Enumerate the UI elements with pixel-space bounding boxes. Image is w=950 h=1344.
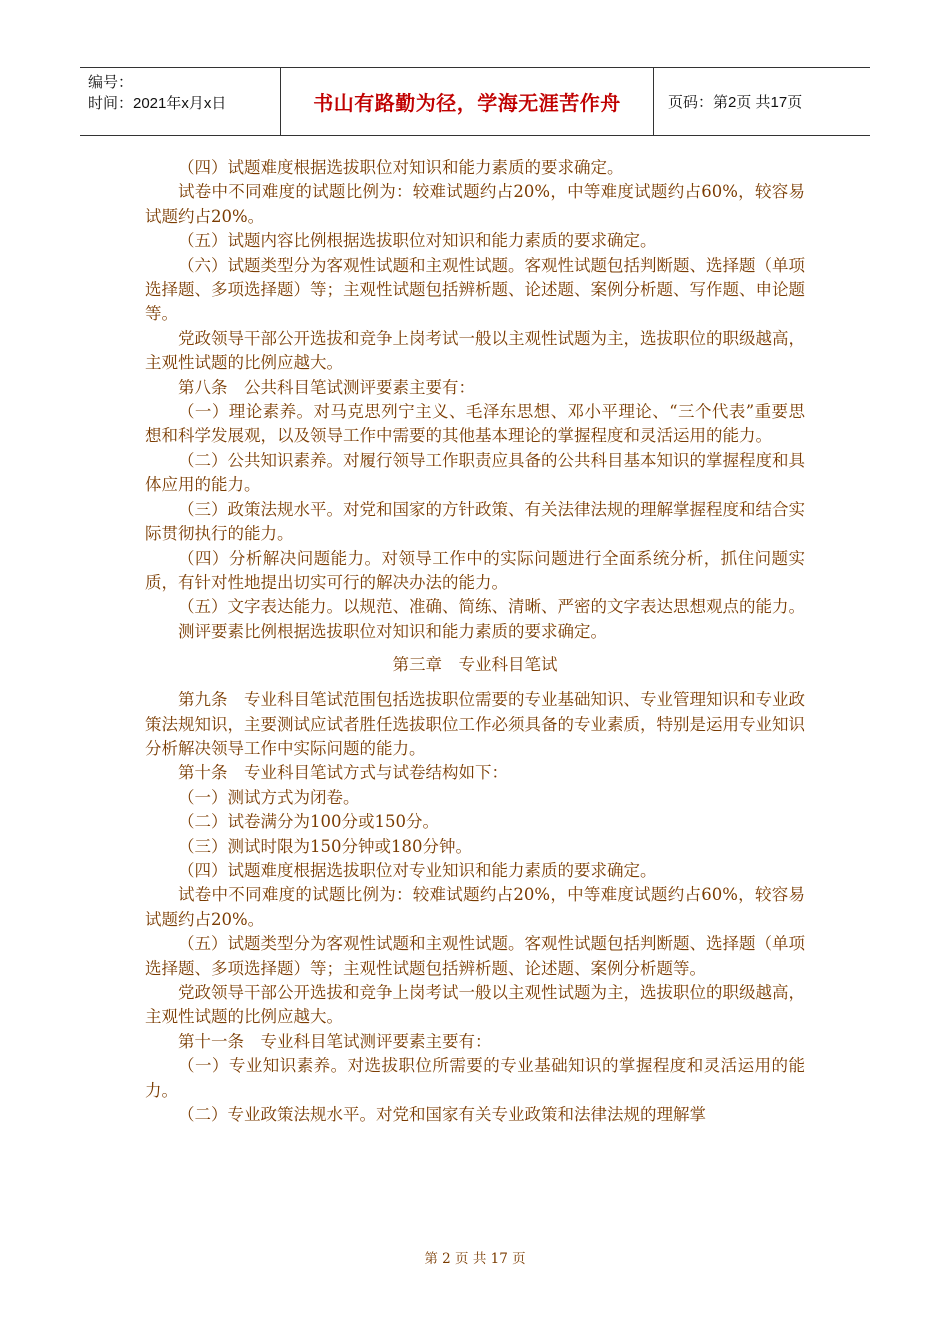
paragraph: （一）专业知识素养。对选拔职位所需要的专业基础知识的掌握程度和灵活运用的能力。 (145, 1056, 805, 1100)
page-footer: 第 2 页 共 17 页 (424, 1251, 526, 1267)
paragraph: 测评要素比例根据选拔职位对知识和能力素质的要求确定。 (178, 621, 607, 641)
page-header (80, 67, 870, 136)
paragraph: 党政领导干部公开选拔和竞争上岗考试一般以主观性试题为主，选拔职位的职级越高，主观性试题的比例应越大。 (145, 983, 805, 1027)
document-body (145, 156, 805, 1127)
paragraph: （四）试题难度根据选拔职位对知识和能力素质的要求确定。 (178, 158, 624, 177)
paragraph: （四）试题难度根据选拔职位对专业知识和能力素质的要求确定。 (178, 860, 657, 880)
document-number-label: 编号： (88, 74, 134, 91)
article-heading: 第十条 专业科目笔试方式与试卷结构如下： (178, 763, 508, 783)
header-slogan: 书山有路勤为径，学海无涯苦作舟 (281, 68, 654, 135)
paragraph: （三）测试时限为150分钟或180分钟。 (178, 836, 472, 856)
header-page-number: 页码：第2页 共17页 (668, 94, 803, 111)
paragraph: （五）试题类型分为客观性试题和主观性试题。客观性试题包括判断题、选择题（单项选择题、多项选择题）等；主观性试题包括辨析题、论述题、案例分析题等。 (145, 934, 805, 978)
paragraph: （二）专业政策法规水平。对党和国家有关专业政策和法律法规的理解掌 (178, 1105, 706, 1125)
paragraph: 试卷中不同难度的试题比例为：较难试题约占20%，中等难度试题约占60%，较容易试题约占20%。 (145, 182, 805, 226)
paragraph: （二）试卷满分为100分或150分。 (178, 812, 439, 832)
document-time-label: 时间：2021年x月x日 (88, 95, 227, 112)
paragraph: （一）测试方式为闭卷。 (178, 787, 360, 807)
paragraph: （六）试题类型分为客观性试题和主观性试题。客观性试题包括判断题、选择题（单项选择题、多项选择题）等；主观性试题包括辨析题、论述题、案例分析题、写作题、申论题等。 (145, 255, 805, 324)
article-paragraph: 第九条 专业科目笔试范围包括选拔职位需要的专业基础知识、专业管理知识和专业政策法规知识，主要测试应试者胜任选拔职位工作必须具备的专业素质，特别是运用专业知识分析解决领导工作中实际问题的能力。 (145, 690, 805, 758)
paragraph: （二）公共知识素养。对履行领导工作职责应具备的公共科目基本知识的掌握程度和具体应用的能力。 (145, 450, 805, 495)
article-heading: 第十一条 专业科目笔试测评要素主要有： (178, 1031, 492, 1051)
header-left-cell (80, 68, 281, 135)
paragraph: 试卷中不同难度的试题比例为：较难试题约占20%，中等难度试题约占60%，较容易试题约占20%。 (145, 885, 805, 929)
paragraph: （三）政策法规水平。对党和国家的方针政策、有关法律法规的理解掌握程度和结合实际贯彻执行的能力。 (145, 499, 805, 544)
paragraph: 党政领导干部公开选拔和竞争上岗考试一般以主观性试题为主，选拔职位的职级越高，主观性试题的比例应越大。 (145, 328, 805, 373)
paragraph: （五）文字表达能力。以规范、准确、简练、清晰、严密的文字表达思想观点的能力。 (178, 597, 805, 617)
paragraph: （一）理论素养。对马克思列宁主义、毛泽东思想、邓小平理论、“三个代表”重要思想和科学发展观，以及领导工作中需要的其他基本理论的掌握程度和灵活运用的能力。 (145, 402, 805, 446)
paragraph: （四）分析解决问题能力。对领导工作中的实际问题进行全面系统分析，抓住问题实质，有针对性地提出切实可行的解决办法的能力。 (145, 548, 805, 592)
paragraph: （五）试题内容比例根据选拔职位对知识和能力素质的要求确定。 (178, 231, 657, 251)
chapter-title: 第三章 专业科目笔试 (392, 655, 558, 675)
article-heading: 第八条 公共科目笔试测评要素主要有： (178, 377, 475, 397)
